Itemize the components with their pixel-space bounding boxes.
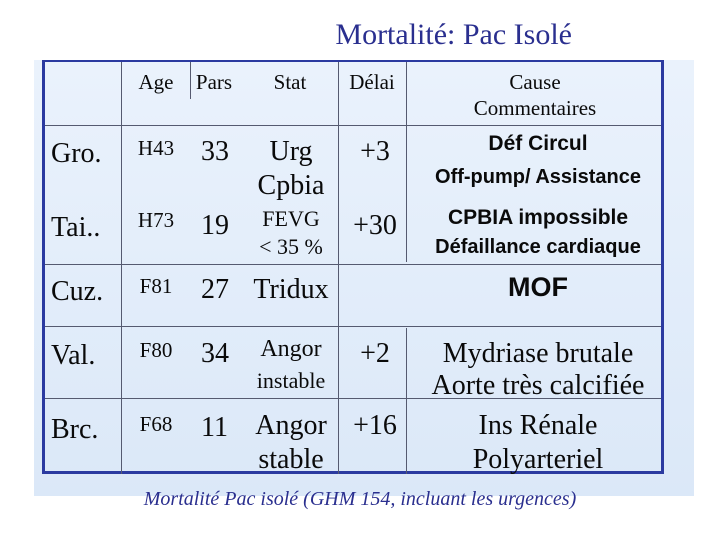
row-age: F68 (139, 412, 173, 436)
row-cause: CPBIA impossible (447, 206, 629, 229)
row-divider (45, 264, 661, 265)
row-delai: +2 (360, 338, 390, 369)
row-stat-2: Cpbia (257, 170, 325, 201)
row-delai: +3 (360, 136, 390, 167)
row-comment: Polyarteriel (472, 444, 604, 475)
row-stat-2: < 35 % (259, 234, 323, 259)
row-pars: 27 (201, 274, 229, 305)
row-cause: Déf Circul (488, 132, 588, 155)
row-pars: 34 (201, 338, 229, 369)
column-divider (406, 328, 407, 474)
row-name: Brc. (51, 414, 99, 445)
header-delai: Délai (349, 70, 395, 94)
header-cause: Cause (509, 70, 561, 94)
row-cause: MOF (508, 272, 568, 302)
header-commentaires: Commentaires (473, 96, 597, 120)
row-cause: Ins Rénale (478, 410, 598, 441)
mortality-table (42, 60, 664, 474)
row-age: F80 (139, 338, 173, 362)
row-pars: 33 (201, 136, 229, 167)
row-pars: 11 (201, 412, 228, 443)
row-delai: +16 (353, 410, 397, 441)
row-divider (45, 326, 661, 327)
row-comment: Aorte très calcifiée (431, 370, 645, 401)
row-name: Cuz. (51, 276, 104, 307)
row-divider (45, 125, 661, 126)
row-stat-2: instable (256, 368, 326, 393)
header-age: Age (138, 70, 174, 94)
page-title: Mortalité: Pac Isolé (335, 18, 572, 51)
row-name: Gro. (51, 138, 102, 169)
row-age: H43 (137, 136, 175, 160)
row-stat: Urg (269, 136, 313, 167)
row-name: Val. (51, 340, 96, 371)
row-name: Tai.. (51, 212, 101, 243)
header-pars: Pars (195, 70, 233, 94)
row-pars: 19 (201, 210, 229, 241)
footer-caption: Mortalité Pac isolé (GHM 154, incluant les urgences) (143, 488, 577, 510)
row-comment: Off-pump/ Assistance (435, 166, 641, 188)
row-stat: Tridux (253, 274, 329, 305)
row-cause: Mydriase brutale (442, 338, 634, 369)
header-stat: Stat (273, 70, 307, 94)
row-stat-2: stable (258, 444, 324, 475)
row-age: H73 (137, 208, 175, 232)
row-stat: FEVG (262, 206, 320, 231)
row-age: F81 (139, 274, 173, 298)
row-delai: +30 (353, 210, 397, 241)
row-stat: Angor (260, 336, 322, 362)
row-stat: Angor (255, 410, 327, 441)
row-comment: Défaillance cardiaque (435, 236, 641, 258)
